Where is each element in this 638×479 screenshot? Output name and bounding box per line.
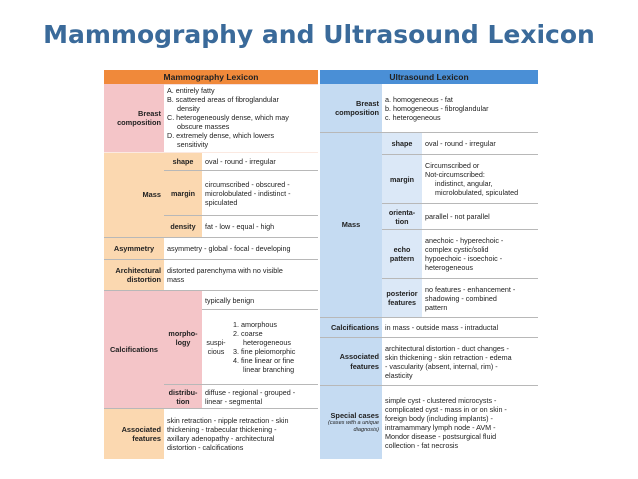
us-post-line: shadowing - combined [425,293,497,303]
divider [104,237,318,238]
mammo-susp-line: 2. coarse [233,329,263,338]
us-margin-line: Circumscribed or [425,161,480,170]
mammo-breast-line: A. entirely fatty [167,86,215,95]
mammo-asymmetry-value [164,238,318,259]
mammo-associated-value [164,409,318,459]
divider [320,385,538,386]
mammography-header: Mammography Lexicon [104,70,318,84]
us-special-note: (cases with a unique diagnosis) [328,420,379,434]
us-orientation-value [422,204,538,229]
mammo-distrib-line: linear - segmental [205,396,263,406]
mammo-benign-value [202,291,318,309]
us-assoc-line: elasticity [385,370,413,380]
mammo-susp-line: 4. fine linear or fine [233,356,295,365]
mammo-margin-value [202,171,318,215]
ultrasound-lexicon-table [320,70,538,459]
us-special-line: collection - fat necrosis [385,440,459,450]
us-special-label [320,386,382,459]
mammo-distortion-line: distorted parenchyma with no visible [167,266,283,275]
mammo-assoc-line: axillary adenopathy - architectural [167,434,275,443]
us-calc-text: in mass - outside mass - intraductal [385,323,499,332]
divider [382,229,538,230]
divider [104,290,318,291]
us-posterior-label: posterior features [382,279,422,317]
mammo-density-label: density [164,216,202,237]
us-special-title: Special cases [330,410,379,420]
mammo-distribution-value [202,385,318,408]
us-shape-value [422,133,538,154]
mammo-breast-values [164,85,318,151]
us-breast-label: Breast composition [320,84,382,132]
us-margin-value [422,155,538,203]
us-shape-label: shape [382,133,422,154]
mammo-margin-line: microlobulated - indistinct - [205,188,291,198]
divider [382,278,538,279]
mammo-assoc-line: thickening - trabecular thickening - [167,425,277,434]
mammo-shape-text: oval - round - irregular [205,157,276,166]
us-special-line: complicated cyst - mass in or on skin - [385,404,507,414]
mammo-assoc-line: distortion - calcifications [167,443,244,452]
us-mass-label: Mass [320,133,382,317]
us-echo-line: anechoic - hyperechoic - [425,236,504,245]
us-echo-value [422,230,538,278]
us-associated-label: Associated features [320,338,382,385]
divider [104,408,318,409]
us-assoc-line: - vascularity (absent, internal, rim) - [385,361,498,371]
us-breast-values [382,84,538,132]
divider [202,309,318,310]
mammo-assoc-line: skin retraction - nipple retraction - skin [167,416,289,425]
mammo-mass-label: Mass [104,153,164,237]
us-echo-line: complex cystic/solid [425,245,489,254]
us-echo-label: echo pattern [382,230,422,278]
mammography-lexicon-table [104,70,318,459]
mammo-suspicious-label: suspi- cious [202,310,230,384]
us-orientation-label: orienta- tion [382,204,422,229]
mammo-density-text: fat - low - equal - high [205,222,275,231]
mammo-breast-line: C. heterogeneously dense, which may [167,113,289,122]
ultrasound-header: Ultrasound Lexicon [320,70,538,84]
divider [382,203,538,204]
us-post-line: pattern [425,302,448,312]
mammo-suspicious-values [230,310,318,384]
mammo-breast-line: D. extremely dense, which lowers [167,131,275,140]
mammo-susp-line: 1. amorphous [233,320,277,329]
divider [320,337,538,338]
divider [164,384,318,385]
us-special-line: foreign body (including implants) - [385,413,493,423]
divider [382,154,538,155]
us-special-value [382,386,538,459]
us-margin-line: Not-circumscribed: [425,170,485,179]
us-posterior-value [422,279,538,317]
mammo-breast-label: Breast composition [104,84,164,152]
divider [164,215,318,216]
page-title: Mammography and Ultrasound Lexicon [43,20,595,49]
divider [164,170,318,171]
mammo-susp-line: linear branching [243,365,295,374]
divider [104,259,318,260]
mammo-distribution-label: distribu- tion [164,385,202,408]
mammo-distortion-value [164,260,318,290]
mammo-density-value [202,216,318,237]
us-orientation-text: parallel - not parallel [425,212,490,221]
mammo-asymmetry-text: asymmetry - global - focal - developing [167,244,291,253]
mammo-morphology-label: morpho- logy [164,291,202,384]
mammo-shape-value [202,153,318,170]
divider [320,132,538,133]
us-shape-text: oval - round - irregular [425,139,496,148]
mammo-margin-label: margin [164,171,202,215]
mammo-breast-line: B. scattered areas of fibroglandular [167,95,279,104]
us-calc-label: Calcifications [320,318,382,337]
us-assoc-line: skin thickening - skin retraction - edema [385,352,512,362]
us-echo-line: hypoechoic - isoechoic - [425,254,503,263]
mammo-shape-label: shape [164,153,202,170]
divider [320,317,538,318]
us-breast-line: a. homogeneous - fat [385,94,453,104]
us-margin-line: microlobulated, spiculated [435,188,519,197]
mammo-susp-line: 3. fine pleiomorphic [233,347,296,356]
us-special-line: Mondor disease - postsurgical fluid [385,431,497,441]
mammo-margin-line: spiculated [205,197,238,207]
mammo-asymmetry-label: Asymmetry [104,238,164,259]
mammo-susp-line: heterogeneous [243,338,291,347]
mammo-benign-text: typically benign [205,295,255,305]
us-special-line: simple cyst - clustered microcysts - [385,395,497,405]
us-associated-value [382,338,538,385]
mammo-calc-label: Calcifications [104,291,164,408]
us-calc-value [382,318,538,337]
mammo-associated-label: Associated features [104,409,164,459]
us-assoc-line: architectural distortion - duct changes - [385,343,509,353]
mammo-distortion-line: mass [167,275,185,284]
mammo-distortion-label: Architectural distortion [104,260,164,290]
mammo-breast-line: density [177,104,200,113]
us-post-line: no features - enhancement - [425,284,516,294]
us-margin-label: margin [382,155,422,203]
mammo-margin-line: circumscribed - obscured - [205,179,290,189]
mammo-distrib-line: diffuse - regional - grouped - [205,387,296,397]
us-special-line: intramammary lymph node - AVM - [385,422,496,432]
mammo-breast-line: obscure masses [177,122,230,131]
mammo-breast-line: sensitivity [177,140,209,149]
us-echo-line: heterogeneous [425,263,473,272]
us-breast-line: c. heterogeneous [385,112,441,122]
us-margin-line: indistinct, angular, [435,179,493,188]
us-breast-line: b. homogeneous - fibroglandular [385,103,489,113]
